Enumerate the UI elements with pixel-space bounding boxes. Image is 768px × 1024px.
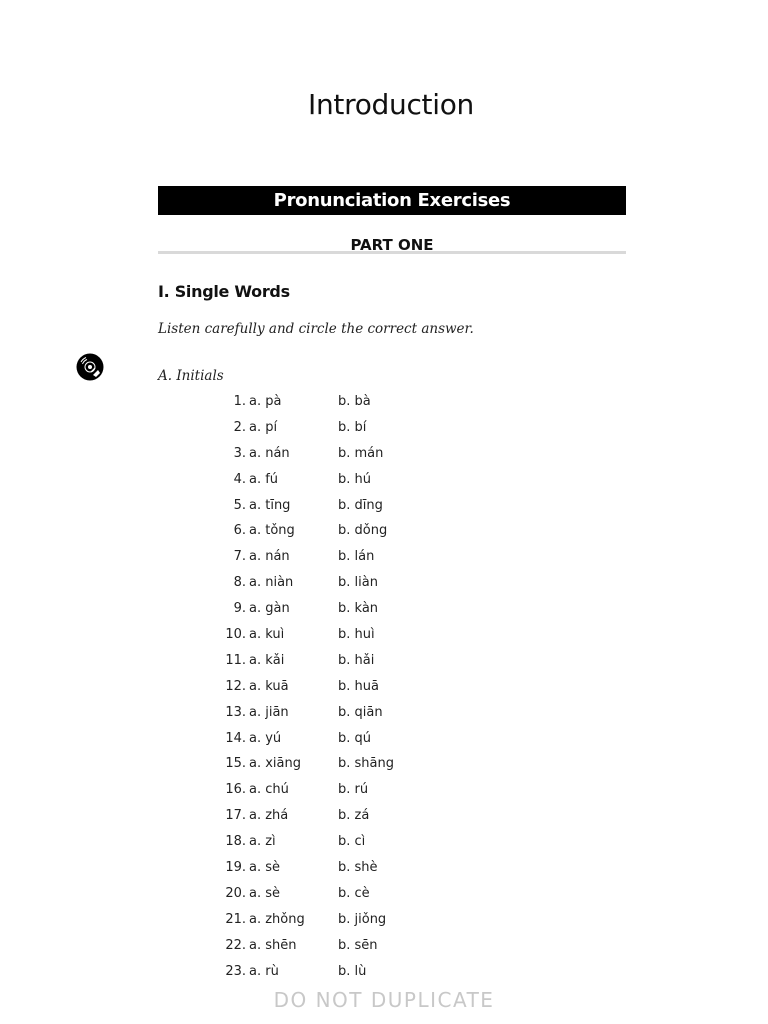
item-number: 14. xyxy=(225,730,246,746)
option-a[interactable]: a. zhá xyxy=(249,808,289,824)
option-b[interactable]: b. rú xyxy=(338,782,369,798)
exercise-item xyxy=(200,493,500,519)
option-b[interactable]: b. sēn xyxy=(338,937,378,953)
subsection-title: I. Single Words xyxy=(158,282,290,301)
option-b[interactable]: b. hú xyxy=(338,471,371,487)
exercise-item xyxy=(200,441,500,467)
section-title-bar xyxy=(158,186,626,215)
instruction-text: Listen carefully and circle the correct answer. xyxy=(158,321,474,337)
option-b[interactable]: b. huā xyxy=(338,678,379,694)
section-title: Pronunciation Exercises xyxy=(273,190,511,211)
exercise-item xyxy=(200,803,500,829)
item-number: 22. xyxy=(225,937,246,953)
exercise-item xyxy=(200,570,500,596)
option-b[interactable]: b. mán xyxy=(338,445,384,461)
exercise-item xyxy=(200,596,500,622)
option-a[interactable]: a. niàn xyxy=(249,575,294,591)
group-label: A. Initials xyxy=(158,368,224,384)
exercise-item xyxy=(200,881,500,907)
option-b[interactable]: b. kàn xyxy=(338,601,379,617)
exercise-item xyxy=(200,544,500,570)
item-number: 2. xyxy=(233,419,246,435)
option-a[interactable]: a. sè xyxy=(249,860,281,876)
cd-audio-icon[interactable] xyxy=(76,353,104,381)
watermark: DO NOT DUPLICATE xyxy=(273,988,495,1012)
item-number: 5. xyxy=(233,497,246,513)
option-b[interactable]: b. liàn xyxy=(338,575,378,591)
exercise-item xyxy=(200,674,500,700)
exercise-item xyxy=(200,933,500,959)
exercise-item xyxy=(200,777,500,803)
item-number: 13. xyxy=(225,704,246,720)
exercise-item xyxy=(200,415,500,441)
option-b[interactable]: b. bà xyxy=(338,394,371,409)
item-number: 18. xyxy=(225,834,246,850)
option-a[interactable]: a. sè xyxy=(249,885,281,901)
option-a[interactable]: a. jiān xyxy=(249,704,289,720)
option-a[interactable]: a. zì xyxy=(249,834,276,850)
exercise-item xyxy=(200,855,500,881)
exercise-item xyxy=(200,389,500,415)
option-a[interactable]: a. chú xyxy=(249,782,289,798)
option-a[interactable]: a. fú xyxy=(249,471,279,487)
exercise-item xyxy=(200,467,500,493)
option-b[interactable]: b. huì xyxy=(338,627,375,643)
option-b[interactable]: b. lán xyxy=(338,549,375,565)
option-b[interactable]: b. shè xyxy=(338,860,378,876)
item-number: 7. xyxy=(233,549,246,565)
option-a[interactable]: a. gàn xyxy=(249,601,290,617)
item-number: 15. xyxy=(225,756,246,772)
option-b[interactable]: b. zá xyxy=(338,808,370,824)
option-a[interactable]: a. xiāng xyxy=(249,756,301,772)
exercise-item xyxy=(200,907,500,933)
option-b[interactable]: b. qú xyxy=(338,730,372,746)
exercise-item xyxy=(200,518,500,544)
option-b[interactable]: b. bí xyxy=(338,419,367,435)
part-divider xyxy=(158,251,626,254)
option-b[interactable]: b. qiān xyxy=(338,704,383,720)
part-title: PART ONE xyxy=(350,236,434,254)
option-a[interactable]: a. kǎi xyxy=(249,652,285,668)
item-number: 1. xyxy=(233,394,246,409)
item-number: 20. xyxy=(225,885,246,901)
option-a[interactable]: a. zhǒng xyxy=(249,911,305,927)
item-number: 10. xyxy=(225,627,246,643)
item-number: 12. xyxy=(225,678,246,694)
item-number: 21. xyxy=(225,911,246,927)
exercise-item xyxy=(200,622,500,648)
item-number: 23. xyxy=(225,963,246,979)
option-b[interactable]: b. cì xyxy=(338,834,366,850)
item-number: 11. xyxy=(225,652,246,668)
option-a[interactable]: a. pà xyxy=(249,394,282,409)
item-number: 6. xyxy=(233,523,246,539)
option-b[interactable]: b. jiǒng xyxy=(338,911,387,927)
option-b[interactable]: b. dīng xyxy=(338,497,383,513)
exercise-item xyxy=(200,726,500,752)
item-number: 3. xyxy=(233,445,246,461)
item-number: 4. xyxy=(233,471,246,487)
option-a[interactable]: a. nán xyxy=(249,549,290,565)
exercise-item xyxy=(200,959,500,985)
option-a[interactable]: a. pí xyxy=(249,419,278,435)
item-number: 19. xyxy=(225,860,246,876)
exercise-item xyxy=(200,648,500,674)
option-a[interactable]: a. tīng xyxy=(249,497,291,513)
option-a[interactable]: a. yú xyxy=(249,730,282,746)
exercise-item xyxy=(200,829,500,855)
item-number: 16. xyxy=(225,782,246,798)
item-number: 17. xyxy=(225,808,246,824)
option-b[interactable]: b. cè xyxy=(338,885,370,901)
item-number: 8. xyxy=(233,575,246,591)
item-number: 9. xyxy=(233,601,246,617)
option-a[interactable]: a. kuā xyxy=(249,678,289,694)
option-a[interactable]: a. kuì xyxy=(249,627,285,643)
exercise-item xyxy=(200,700,500,726)
option-a[interactable]: a. shēn xyxy=(249,937,297,953)
chapter-title: Introduction xyxy=(308,88,474,121)
exercise-item xyxy=(200,751,500,777)
option-b[interactable]: b. hǎi xyxy=(338,652,375,668)
option-a[interactable]: a. rù xyxy=(249,963,279,979)
option-b[interactable]: b. dǒng xyxy=(338,523,388,539)
exercise-list xyxy=(200,389,500,984)
option-b[interactable]: b. lù xyxy=(338,963,367,979)
option-b[interactable]: b. shāng xyxy=(338,756,394,772)
option-a[interactable]: a. nán xyxy=(249,445,290,461)
option-a[interactable]: a. tǒng xyxy=(249,523,295,539)
